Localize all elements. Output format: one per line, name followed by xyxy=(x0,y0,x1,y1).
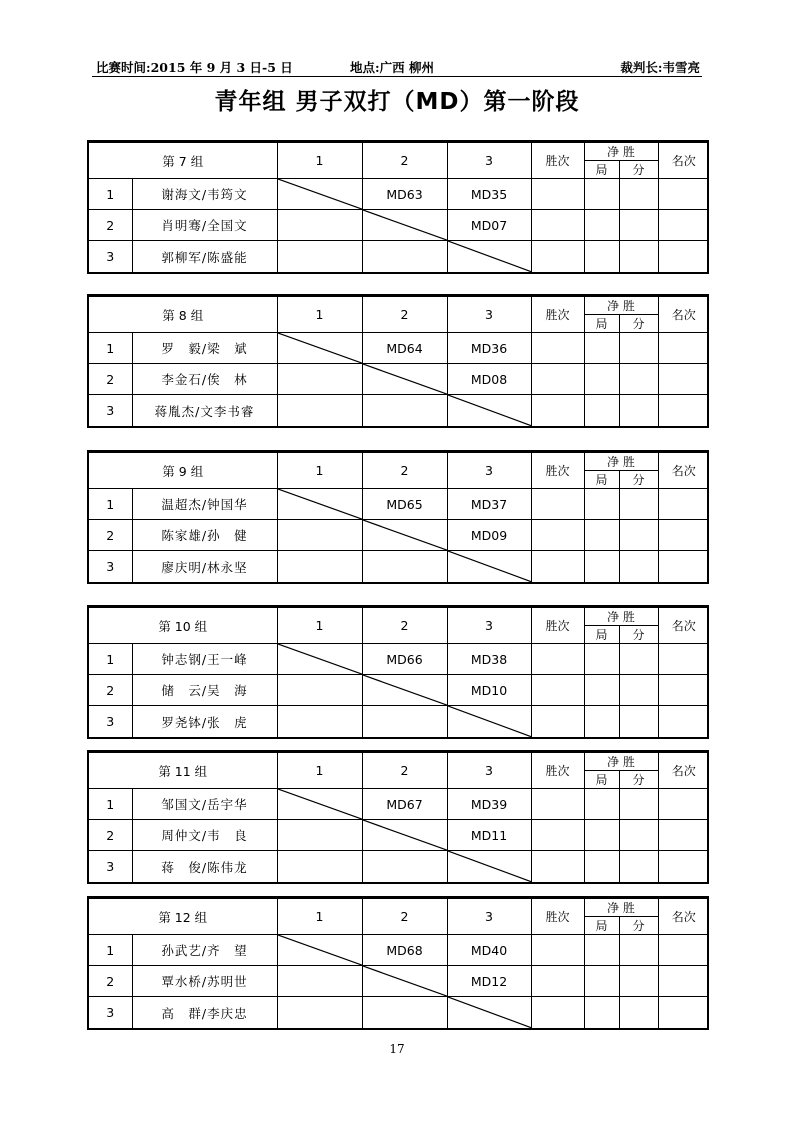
empty-cell xyxy=(277,706,362,737)
empty-cell xyxy=(277,520,362,551)
page-header xyxy=(92,57,702,77)
diagonal-line xyxy=(278,333,362,363)
net-ju-cell xyxy=(584,551,619,582)
col-header-fen: 分 xyxy=(619,315,658,333)
wins-cell xyxy=(531,851,584,882)
net-fen-cell xyxy=(619,966,658,997)
seed-number: 2 xyxy=(89,520,132,551)
diagonal-cell xyxy=(362,675,447,706)
pair-name: 陈家雄/孙 健 xyxy=(132,520,277,551)
pair-name: 覃水桥/苏明世 xyxy=(132,966,277,997)
wins-cell xyxy=(531,789,584,820)
wins-cell xyxy=(531,551,584,582)
seed-number: 2 xyxy=(89,210,132,241)
diagonal-line xyxy=(448,851,531,882)
table-row xyxy=(89,551,709,582)
col-header-2: 2 xyxy=(362,297,447,333)
pair-name: 邹国文/岳宇华 xyxy=(132,789,277,820)
pair-name: 肖明骞/全国文 xyxy=(132,210,277,241)
wins-cell xyxy=(531,210,584,241)
wins-cell xyxy=(531,333,584,364)
group-name: 第 8 组 xyxy=(89,297,277,333)
col-header-fen: 分 xyxy=(619,471,658,489)
venue: 地点:广西 柳州 xyxy=(350,60,434,75)
col-header-3: 3 xyxy=(447,297,531,333)
col-header-3: 3 xyxy=(447,143,531,179)
rank-cell xyxy=(658,395,709,426)
net-ju-cell xyxy=(584,210,619,241)
col-header-2: 2 xyxy=(362,453,447,489)
col-header-rank: 名次 xyxy=(658,899,709,935)
net-fen-cell xyxy=(619,210,658,241)
seed-number: 2 xyxy=(89,820,132,851)
group-name: 第 10 组 xyxy=(89,608,277,644)
col-header-fen: 分 xyxy=(619,771,658,789)
wins-cell xyxy=(531,997,584,1028)
pair-name: 蒋 俊/陈伟龙 xyxy=(132,851,277,882)
pair-name: 孙武艺/齐 望 xyxy=(132,935,277,966)
match-code: MD67 xyxy=(362,789,447,820)
match-code: MD38 xyxy=(447,644,531,675)
seed-number: 3 xyxy=(89,706,132,737)
rank-cell xyxy=(658,179,709,210)
seed-number: 1 xyxy=(89,789,132,820)
col-header-2: 2 xyxy=(362,608,447,644)
group-table xyxy=(87,294,709,428)
diagonal-line xyxy=(448,551,531,582)
wins-cell xyxy=(531,820,584,851)
table-row xyxy=(89,179,709,210)
diagonal-cell xyxy=(362,364,447,395)
diagonal-line xyxy=(363,675,447,705)
diagonal-cell xyxy=(447,551,531,582)
rank-cell xyxy=(658,935,709,966)
col-header-ju: 局 xyxy=(584,315,619,333)
net-ju-cell xyxy=(584,675,619,706)
table-row xyxy=(89,241,709,272)
seed-number: 2 xyxy=(89,675,132,706)
group-table xyxy=(87,450,709,584)
group-table xyxy=(87,140,709,274)
seed-number: 1 xyxy=(89,179,132,210)
col-header-1: 1 xyxy=(277,297,362,333)
diagonal-cell xyxy=(362,210,447,241)
wins-cell xyxy=(531,241,584,272)
pair-name: 谢海文/韦筠文 xyxy=(132,179,277,210)
wins-cell xyxy=(531,364,584,395)
col-header-net: 净 胜 xyxy=(584,899,658,917)
table-row xyxy=(89,851,709,882)
diagonal-line xyxy=(363,820,447,850)
empty-cell xyxy=(362,241,447,272)
wins-cell xyxy=(531,675,584,706)
match-code: MD11 xyxy=(447,820,531,851)
empty-cell xyxy=(277,395,362,426)
seed-number: 3 xyxy=(89,851,132,882)
pair-name: 郭柳军/陈盛能 xyxy=(132,241,277,272)
net-fen-cell xyxy=(619,520,658,551)
col-header-wins: 胜次 xyxy=(531,899,584,935)
col-header-3: 3 xyxy=(447,753,531,789)
diagonal-cell xyxy=(277,179,362,210)
seed-number: 1 xyxy=(89,935,132,966)
col-header-net: 净 胜 xyxy=(584,753,658,771)
diagonal-cell xyxy=(277,789,362,820)
match-code: MD35 xyxy=(447,179,531,210)
rank-cell xyxy=(658,644,709,675)
rank-cell xyxy=(658,997,709,1028)
table-row xyxy=(89,966,709,997)
diagonal-cell xyxy=(447,997,531,1028)
pair-name: 温超杰/钟国华 xyxy=(132,489,277,520)
table-row xyxy=(89,997,709,1028)
net-fen-cell xyxy=(619,820,658,851)
wins-cell xyxy=(531,644,584,675)
pair-name: 廖庆明/林永坚 xyxy=(132,551,277,582)
pair-name: 蒋胤杰/文李书睿 xyxy=(132,395,277,426)
net-ju-cell xyxy=(584,489,619,520)
col-header-fen: 分 xyxy=(619,161,658,179)
rank-cell xyxy=(658,706,709,737)
net-ju-cell xyxy=(584,179,619,210)
diagonal-cell xyxy=(447,241,531,272)
seed-number: 2 xyxy=(89,364,132,395)
empty-cell xyxy=(277,675,362,706)
diagonal-line xyxy=(363,210,447,240)
diagonal-line xyxy=(278,644,362,674)
col-header-fen: 分 xyxy=(619,917,658,935)
col-header-ju: 局 xyxy=(584,161,619,179)
table-row xyxy=(89,210,709,241)
diagonal-line xyxy=(448,395,531,426)
match-code: MD63 xyxy=(362,179,447,210)
seed-number: 3 xyxy=(89,997,132,1028)
net-ju-cell xyxy=(584,789,619,820)
wins-cell xyxy=(531,179,584,210)
net-fen-cell xyxy=(619,644,658,675)
seed-number: 1 xyxy=(89,333,132,364)
col-header-wins: 胜次 xyxy=(531,608,584,644)
net-fen-cell xyxy=(619,333,658,364)
col-header-net: 净 胜 xyxy=(584,143,658,161)
page-title: 青年组 男子双打（MD）第一阶段 xyxy=(214,89,580,115)
col-header-wins: 胜次 xyxy=(531,143,584,179)
group-table xyxy=(87,750,709,884)
group-name: 第 12 组 xyxy=(89,899,277,935)
col-header-1: 1 xyxy=(277,753,362,789)
rank-cell xyxy=(658,489,709,520)
match-code: MD65 xyxy=(362,489,447,520)
rank-cell xyxy=(658,789,709,820)
match-code: MD68 xyxy=(362,935,447,966)
net-ju-cell xyxy=(584,851,619,882)
empty-cell xyxy=(277,551,362,582)
net-ju-cell xyxy=(584,241,619,272)
seed-number: 3 xyxy=(89,395,132,426)
net-fen-cell xyxy=(619,241,658,272)
net-ju-cell xyxy=(584,364,619,395)
table-row xyxy=(89,935,709,966)
match-code: MD36 xyxy=(447,333,531,364)
seed-number: 3 xyxy=(89,241,132,272)
diagonal-cell xyxy=(277,644,362,675)
net-ju-cell xyxy=(584,644,619,675)
col-header-wins: 胜次 xyxy=(531,297,584,333)
empty-cell xyxy=(277,997,362,1028)
empty-cell xyxy=(277,966,362,997)
pair-name: 周仲文/韦 良 xyxy=(132,820,277,851)
rank-cell xyxy=(658,364,709,395)
diagonal-cell xyxy=(447,706,531,737)
net-fen-cell xyxy=(619,997,658,1028)
page-number: 17 xyxy=(389,1042,405,1056)
net-fen-cell xyxy=(619,489,658,520)
table-row xyxy=(89,489,709,520)
group-table xyxy=(87,605,709,739)
net-fen-cell xyxy=(619,364,658,395)
col-header-rank: 名次 xyxy=(658,453,709,489)
col-header-ju: 局 xyxy=(584,917,619,935)
empty-cell xyxy=(362,997,447,1028)
rank-cell xyxy=(658,551,709,582)
col-header-2: 2 xyxy=(362,143,447,179)
pair-name: 罗 毅/梁 斌 xyxy=(132,333,277,364)
match-code: MD66 xyxy=(362,644,447,675)
table-row xyxy=(89,364,709,395)
col-header-ju: 局 xyxy=(584,626,619,644)
diagonal-cell xyxy=(277,489,362,520)
col-header-rank: 名次 xyxy=(658,143,709,179)
diagonal-cell xyxy=(447,395,531,426)
empty-cell xyxy=(362,395,447,426)
seed-number: 3 xyxy=(89,551,132,582)
col-header-1: 1 xyxy=(277,453,362,489)
diagonal-cell xyxy=(362,520,447,551)
net-ju-cell xyxy=(584,966,619,997)
diagonal-line xyxy=(448,997,531,1028)
diagonal-line xyxy=(278,179,362,209)
diagonal-cell xyxy=(277,935,362,966)
chief-referee: 裁判长:韦雪亮 xyxy=(620,60,700,75)
net-fen-cell xyxy=(619,851,658,882)
net-ju-cell xyxy=(584,935,619,966)
seed-number: 1 xyxy=(89,644,132,675)
wins-cell xyxy=(531,706,584,737)
diagonal-line xyxy=(448,241,531,272)
wins-cell xyxy=(531,935,584,966)
rank-cell xyxy=(658,241,709,272)
col-header-1: 1 xyxy=(277,143,362,179)
empty-cell xyxy=(277,241,362,272)
empty-cell xyxy=(277,210,362,241)
col-header-rank: 名次 xyxy=(658,608,709,644)
rank-cell xyxy=(658,820,709,851)
empty-cell xyxy=(277,851,362,882)
col-header-ju: 局 xyxy=(584,771,619,789)
pair-name: 钟志钢/王一峰 xyxy=(132,644,277,675)
net-ju-cell xyxy=(584,520,619,551)
col-header-2: 2 xyxy=(362,899,447,935)
col-header-rank: 名次 xyxy=(658,753,709,789)
diagonal-line xyxy=(363,966,447,996)
col-header-net: 净 胜 xyxy=(584,297,658,315)
net-fen-cell xyxy=(619,935,658,966)
rank-cell xyxy=(658,966,709,997)
group-name: 第 11 组 xyxy=(89,753,277,789)
match-code: MD09 xyxy=(447,520,531,551)
match-code: MD39 xyxy=(447,789,531,820)
diagonal-line xyxy=(278,789,362,819)
net-ju-cell xyxy=(584,706,619,737)
empty-cell xyxy=(277,820,362,851)
col-header-fen: 分 xyxy=(619,626,658,644)
empty-cell xyxy=(362,706,447,737)
diagonal-cell xyxy=(362,966,447,997)
net-fen-cell xyxy=(619,179,658,210)
col-header-wins: 胜次 xyxy=(531,753,584,789)
col-header-1: 1 xyxy=(277,608,362,644)
match-time: 比赛时间:2015 年 9 月 3 日-5 日 xyxy=(96,60,293,75)
table-row xyxy=(89,333,709,364)
table-row xyxy=(89,706,709,737)
match-code: MD10 xyxy=(447,675,531,706)
wins-cell xyxy=(531,520,584,551)
match-code: MD40 xyxy=(447,935,531,966)
diagonal-line xyxy=(278,489,362,519)
rank-cell xyxy=(658,520,709,551)
net-ju-cell xyxy=(584,820,619,851)
rank-cell xyxy=(658,210,709,241)
table-row xyxy=(89,820,709,851)
match-code: MD07 xyxy=(447,210,531,241)
rank-cell xyxy=(658,675,709,706)
table-row xyxy=(89,644,709,675)
pair-name: 李金石/俟 林 xyxy=(132,364,277,395)
col-header-rank: 名次 xyxy=(658,297,709,333)
diagonal-line xyxy=(363,520,447,550)
net-ju-cell xyxy=(584,333,619,364)
table-row xyxy=(89,675,709,706)
net-ju-cell xyxy=(584,395,619,426)
net-fen-cell xyxy=(619,395,658,426)
diagonal-cell xyxy=(362,820,447,851)
net-fen-cell xyxy=(619,706,658,737)
rank-cell xyxy=(658,851,709,882)
group-name: 第 7 组 xyxy=(89,143,277,179)
net-fen-cell xyxy=(619,789,658,820)
net-ju-cell xyxy=(584,997,619,1028)
col-header-1: 1 xyxy=(277,899,362,935)
wins-cell xyxy=(531,966,584,997)
diagonal-line xyxy=(363,364,447,394)
match-code: MD64 xyxy=(362,333,447,364)
col-header-2: 2 xyxy=(362,753,447,789)
col-header-3: 3 xyxy=(447,608,531,644)
seed-number: 1 xyxy=(89,489,132,520)
wins-cell xyxy=(531,489,584,520)
col-header-net: 净 胜 xyxy=(584,608,658,626)
match-code: MD37 xyxy=(447,489,531,520)
diagonal-line xyxy=(278,935,362,965)
table-row xyxy=(89,789,709,820)
diagonal-cell xyxy=(447,851,531,882)
match-code: MD08 xyxy=(447,364,531,395)
pair-name: 罗尧钵/张 虎 xyxy=(132,706,277,737)
col-header-3: 3 xyxy=(447,899,531,935)
diagonal-line xyxy=(448,706,531,737)
col-header-ju: 局 xyxy=(584,471,619,489)
group-name: 第 9 组 xyxy=(89,453,277,489)
col-header-3: 3 xyxy=(447,453,531,489)
empty-cell xyxy=(362,851,447,882)
net-fen-cell xyxy=(619,551,658,582)
pair-name: 高 群/李庆忠 xyxy=(132,997,277,1028)
net-fen-cell xyxy=(619,675,658,706)
table-row xyxy=(89,395,709,426)
seed-number: 2 xyxy=(89,966,132,997)
empty-cell xyxy=(362,551,447,582)
col-header-net: 净 胜 xyxy=(584,453,658,471)
col-header-wins: 胜次 xyxy=(531,453,584,489)
empty-cell xyxy=(277,364,362,395)
group-table xyxy=(87,896,709,1030)
table-row xyxy=(89,520,709,551)
pair-name: 储 云/吴 海 xyxy=(132,675,277,706)
rank-cell xyxy=(658,333,709,364)
match-code: MD12 xyxy=(447,966,531,997)
wins-cell xyxy=(531,395,584,426)
diagonal-cell xyxy=(277,333,362,364)
